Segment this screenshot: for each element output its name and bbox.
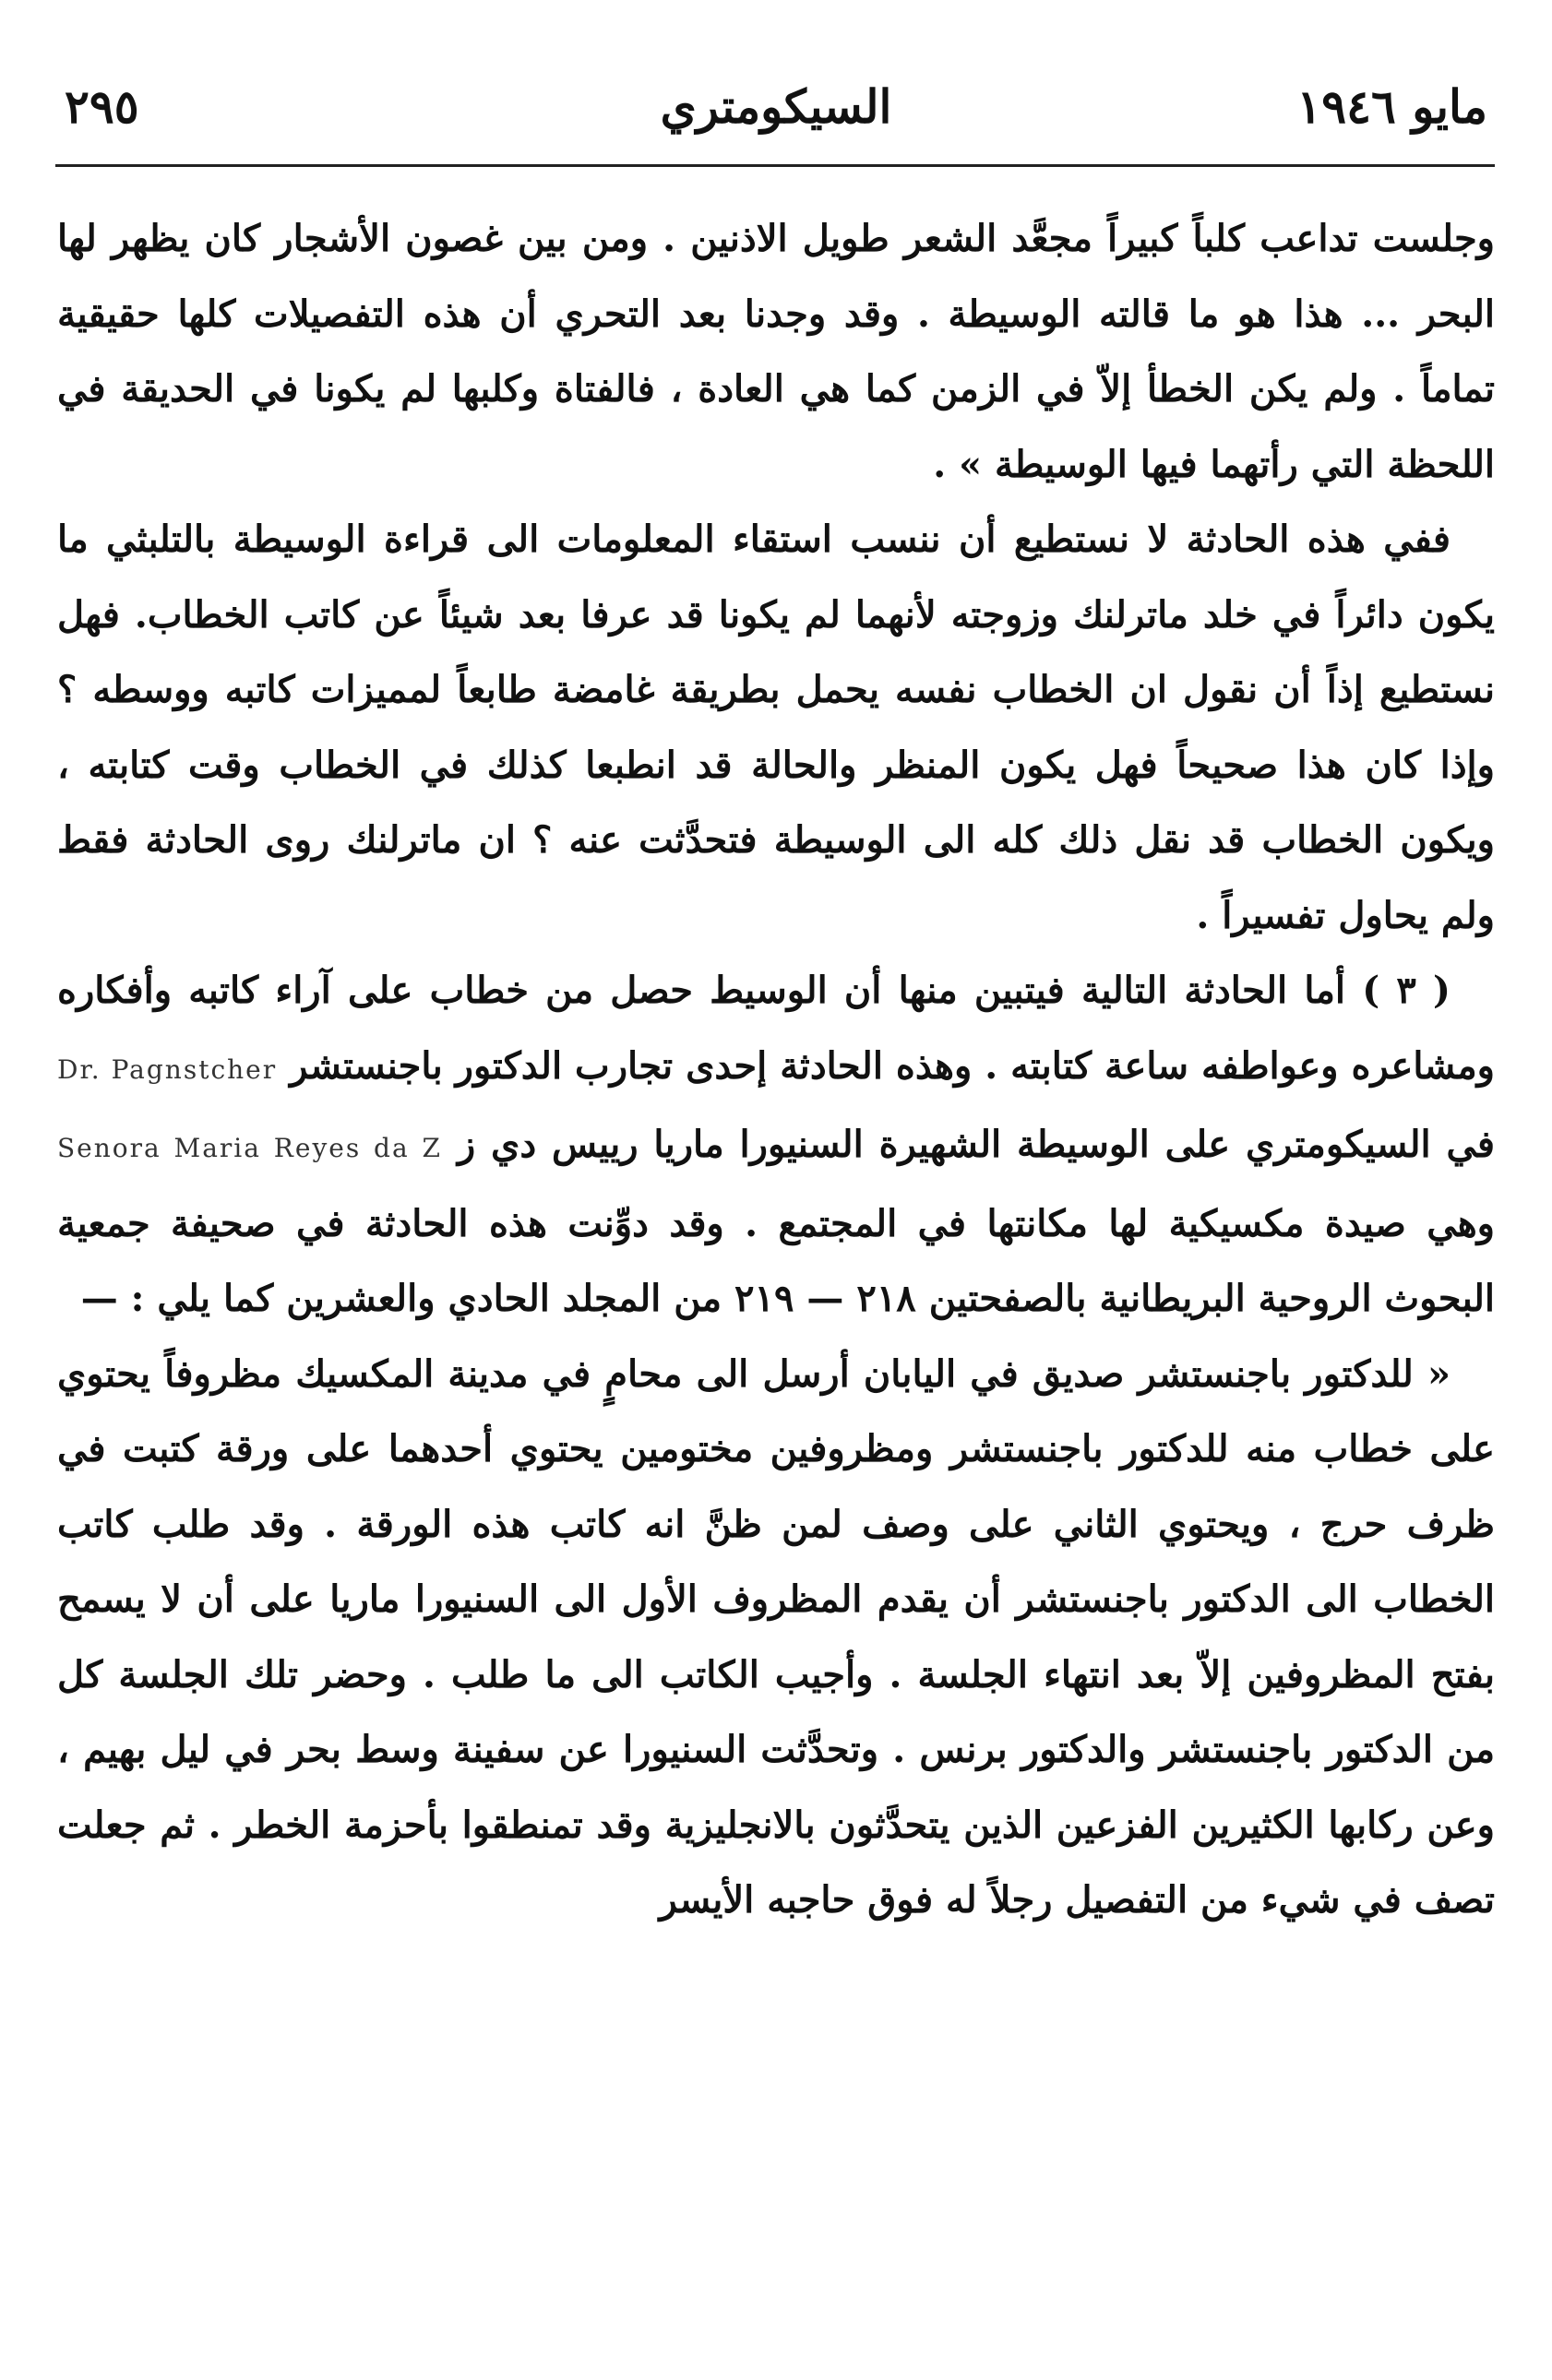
header-divider: [55, 164, 1495, 167]
running-header: [65, 65, 1487, 148]
body-text: [57, 201, 1495, 1938]
paragraph-4: « للدكتور باجنستشر صديق في اليابان أرسل الى محامٍ في مدينة المكسيك مظروفاً يحتوي على خطاب منه للدكتور باجنستشر ومظروفين مختومين يحتوي أحدهما على ورقة كتبت في ظرف حرج ، ويحتوي الثاني على وصف لمن ظنَّ انه كاتب هذه الورقة . وقد طلب كاتب الخطاب الى الدكتور باجنستشر أن يقدم المظروف الأول الى السنيورا ماريا على أن لا يسمح بفتح المظروفين إلاّ بعد انتهاء الجلسة . وأجيب الكاتب الى ما طلب . وحضر تلك الجلسة كل من الدكتور باجنستشر والدكتور برنس . وتحدَّثت السنيورا عن سفينة وسط بحر في ليل بهيم ، وعن ركابها الكثيرين الفزعين الذين يتحدَّثون بالانجليزية وقد تمنطقوا بأحزمة الخطر . ثم جعلت تصف في شيء من التفصيل رجلاً له فوق حاجبه الأيسر: [57, 1351, 1495, 1922]
paragraph-3-part-3: وهي صيدة مكسيكية لها مكانتها في المجتمع . وقد دوِّنت هذه الحادثة في صحيفة جمعية البحوث الروحية البريطانية بالصفحتين ٢١٨ — ٢١٩ من المجلد الحادي والعشرين كما يلي : —: [57, 1201, 1495, 1320]
paragraph-3: [57, 953, 1495, 1337]
latin-name-pagnstcher: Dr. Pagnstcher: [57, 1053, 278, 1085]
latin-name-senora: Senora Maria Reyes da Z: [57, 1133, 442, 1163]
paragraph-1: وجلست تداعب كلباً كبيراً مجعَّد الشعر طويل الاذنين . ومن بين غصون الأشجار كان يظهر لها البحر ... هذا هو ما قالته الوسيطة . وقد وجدنا بعد التحري أن هذه التفصيلات كلها حقيقية تماماً . ولم يكن الخطأ إلاّ في الزمن كما هي العادة ، فالفتاة وكلبها لم يكونا في الحديقة في اللحظة التي رأتهما فيها الوسيطة » .: [57, 217, 1496, 486]
page-number: ٢٩٥: [65, 78, 139, 134]
paragraph-2: ففي هذه الحادثة لا نستطيع أن ننسب استقاء المعلومات الى قراءة الوسيطة بالتلبثي ما يكون دائراً في خلد ماترلنك وزوجته لأنهما لم يكونا قد عرفا بعد شيئاً عن كاتب الخطاب. فهل نستطيع إذاً أن نقول ان الخطاب نفسه يحمل بطريقة غامضة طابعاً لمميزات كاتبه ووسطه ؟ وإذا كان هذا صحيحاً فهل يكون المنظر والحالة قد انطبعا كذلك في الخطاب وقت كتابته ، ويكون الخطاب قد نقل ذلك كله الى الوسيطة فتحدَّثت عنه ؟ ان ماترلنك روى الحادثة فقط ولم يحاول تفسيراً .: [57, 518, 1495, 937]
paragraph-3-part-2: في السيكومتري على الوسيطة الشهيرة السنيورا ماريا رييس دي ز: [457, 1123, 1495, 1166]
header-title: السيكومتري: [660, 78, 892, 134]
header-date: مايو ١٩٤٦: [1296, 78, 1487, 134]
paragraph-3-part-1: ( ٣ ) أما الحادثة التالية فيتبين منها أن الوسيط حصل من خطاب على آراء كاتبه وأفكاره ومشاعره وعواطفه ساعة كتابته . وهذه الحادثة إحدى تجارب الدكتور باجنستشر: [57, 969, 1495, 1088]
